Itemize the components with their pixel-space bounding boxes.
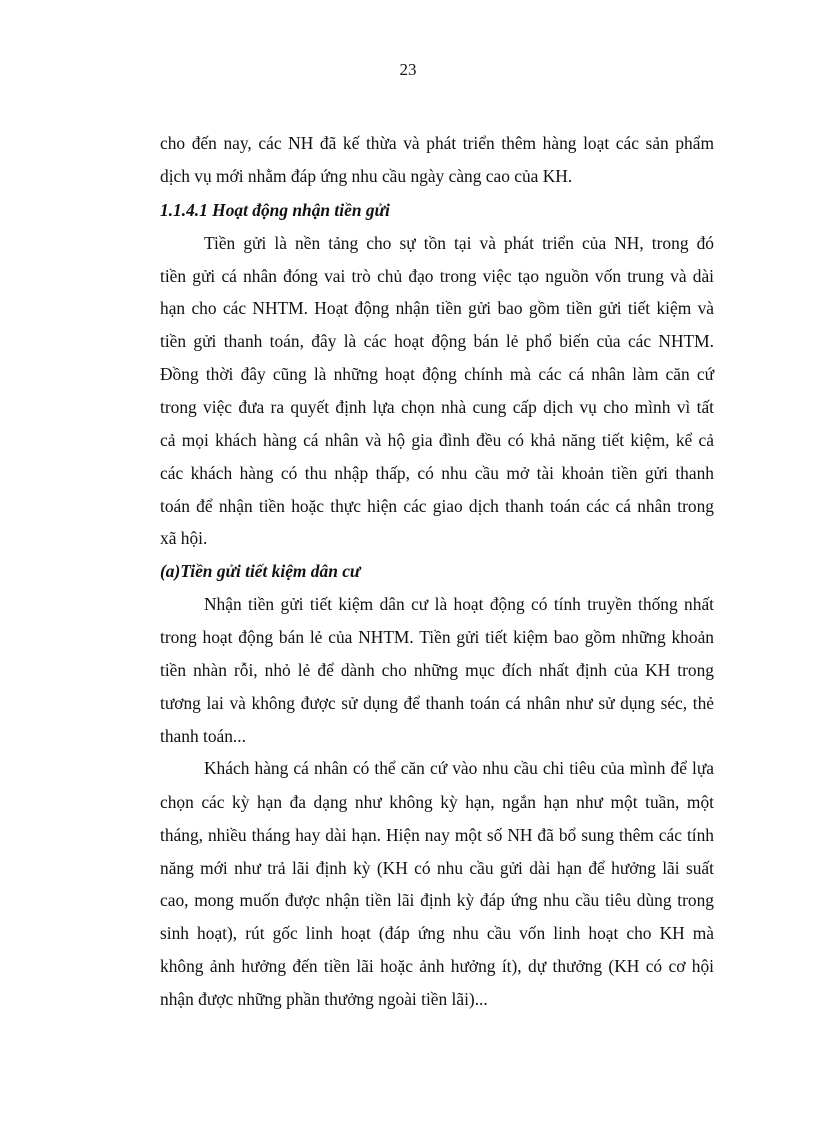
text-line: tháng, nhiều tháng hay dài hạn. Hiện nay một số NH đã bổ sung thêm các tính xyxy=(160,825,714,845)
text-line: hạn cho các NHTM. Hoạt động nhận tiền gửi bao gồm tiền gửi tiết kiệm và xyxy=(160,298,714,318)
text-line: cao, mong muốn được nhận tiền lãi định kỳ đáp ứng nhu cầu tiêu dùng trong xyxy=(160,890,714,910)
text-line: tiền nhàn rỗi, nhỏ lẻ để dành cho những mục đích nhất định của KH trong xyxy=(160,660,714,680)
text-line: các khách hàng có thu nhập thấp, có nhu cầu mở tài khoản tiền gửi thanh xyxy=(160,463,714,483)
text-line: Khách hàng cá nhân có thể căn cứ vào nhu cầu chi tiêu của mình để lựa xyxy=(204,758,714,778)
text-line: Nhận tiền gửi tiết kiệm dân cư là hoạt động có tính truyền thống nhất xyxy=(204,594,714,614)
page-number: 23 xyxy=(399,60,417,79)
subsection-heading: (a)Tiền gửi tiết kiệm dân cư xyxy=(160,561,361,581)
text-line: tương lai và không được sử dụng để thanh toán cá nhân như sử dụng séc, thẻ xyxy=(160,693,714,713)
text-line: sinh hoạt), rút gốc linh hoạt (đáp ứng nhu cầu vốn linh hoạt cho KH mà xyxy=(160,923,714,943)
text-line: tiền gửi thanh toán, đây là các hoạt động bán lẻ phổ biến của các NHTM. xyxy=(160,331,714,351)
text-line: không ảnh hưởng đến tiền lãi hoặc ảnh hưởng ít), dự thưởng (KH có cơ hội xyxy=(160,956,714,976)
text-line: Đồng thời đây cũng là những hoạt động chính mà các cá nhân làm căn cứ xyxy=(160,364,714,384)
text-line: toán để nhận tiền hoặc thực hiện các giao dịch thanh toán các cá nhân trong xyxy=(160,496,714,516)
text-line: tiền gửi cá nhân đóng vai trò chủ đạo trong việc tạo nguồn vốn trung và dài xyxy=(160,266,714,286)
text-line: năng mới như trả lãi định kỳ (KH có nhu cầu gửi dài hạn để hưởng lãi suất xyxy=(160,858,714,878)
text-line: trong việc đưa ra quyết định lựa chọn nhà cung cấp dịch vụ cho mình vì tất xyxy=(160,397,714,417)
text-line: Tiền gửi là nền tảng cho sự tồn tại và phát triển của NH, trong đó xyxy=(204,233,714,253)
text-line: cho đến nay, các NH đã kế thừa và phát triển thêm hàng loạt các sản phẩm xyxy=(160,133,714,153)
text-line: cả mọi khách hàng cá nhân và hộ gia đình đều có khả năng tiết kiệm, kể cả xyxy=(160,430,714,450)
section-heading: 1.1.4.1 Hoạt động nhận tiền gửi xyxy=(160,200,390,220)
text-line: thanh toán... xyxy=(160,726,246,746)
text-line: trong hoạt động bán lẻ của NHTM. Tiền gửi tiết kiệm bao gồm những khoản xyxy=(160,627,714,647)
text-line: xã hội. xyxy=(160,528,208,548)
text-line: dịch vụ mới nhằm đáp ứng nhu cầu ngày càng cao của KH. xyxy=(160,166,573,186)
text-line: nhận được những phần thưởng ngoài tiền lãi)... xyxy=(160,989,488,1009)
text-line: chọn các kỳ hạn đa dạng như không kỳ hạn, ngắn hạn như một tuần, một xyxy=(160,792,714,812)
